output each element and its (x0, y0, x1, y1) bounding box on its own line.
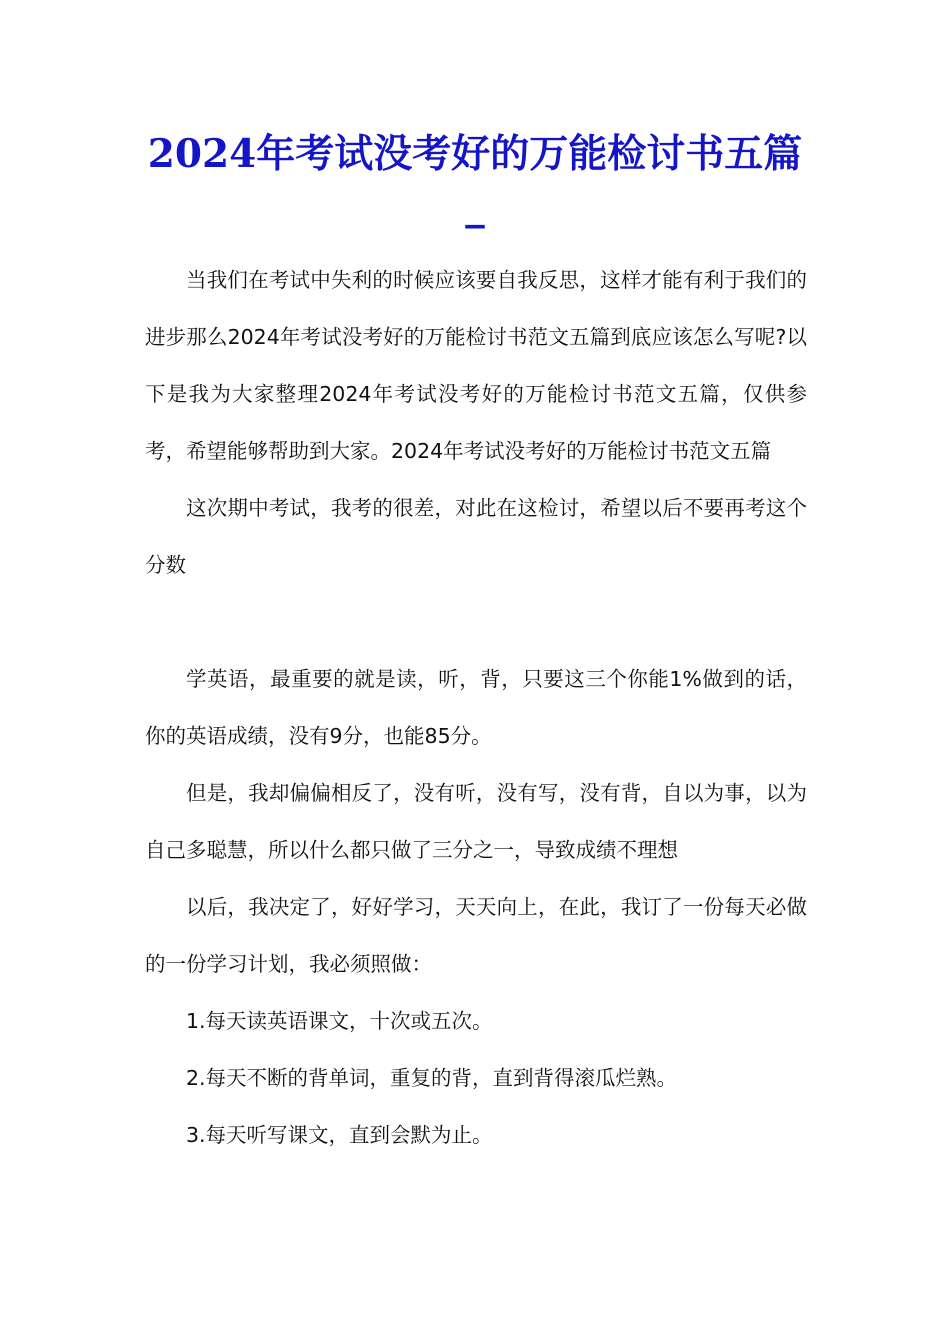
plan-item-3: 3.每天听写课文，直到会默为止。 (186, 1123, 493, 1147)
blank-line (145, 594, 807, 651)
document-body (145, 252, 807, 1164)
paragraph-english-study: 学英语，最重要的就是读，听，背，只要这三个你能1%做到的话，你的英语成绩，没有9分，也能85分。 (145, 667, 807, 748)
paragraph-reflection: 但是，我却偏偏相反了，没有听，没有写，没有背，自以为事，以为自己多聪慧，所以什么都只做了三分之一，导致成绩不理想 (145, 781, 807, 862)
paragraph-intro: 当我们在考试中失利的时候应该要自我反思，这样才能有利于我们的进步那么2024年考试没考好的万能检讨书范文五篇到底应该怎么写呢?以下是我为大家整理2024年考试没考好的万能检讨书范文五篇，仅供参考，希望能够帮助到大家。2024年考试没考好的万能检讨书范文五篇 (145, 268, 807, 463)
paragraph-plan: 以后，我决定了，好好学习，天天向上，在此，我订了一份每天必做的一份学习计划，我必须照做： (145, 895, 807, 976)
paragraph-midterm: 这次期中考试，我考的很差，对此在这检讨，希望以后不要再考这个分数 (145, 496, 807, 577)
plan-item-1: 1.每天读英语课文，十次或五次。 (186, 1009, 493, 1033)
document-title: 2024年考试没考好的万能检讨书五篇_ (147, 131, 803, 229)
plan-item-2: 2.每天不断的背单词，重复的背，直到背得滚瓜烂熟。 (186, 1066, 678, 1090)
